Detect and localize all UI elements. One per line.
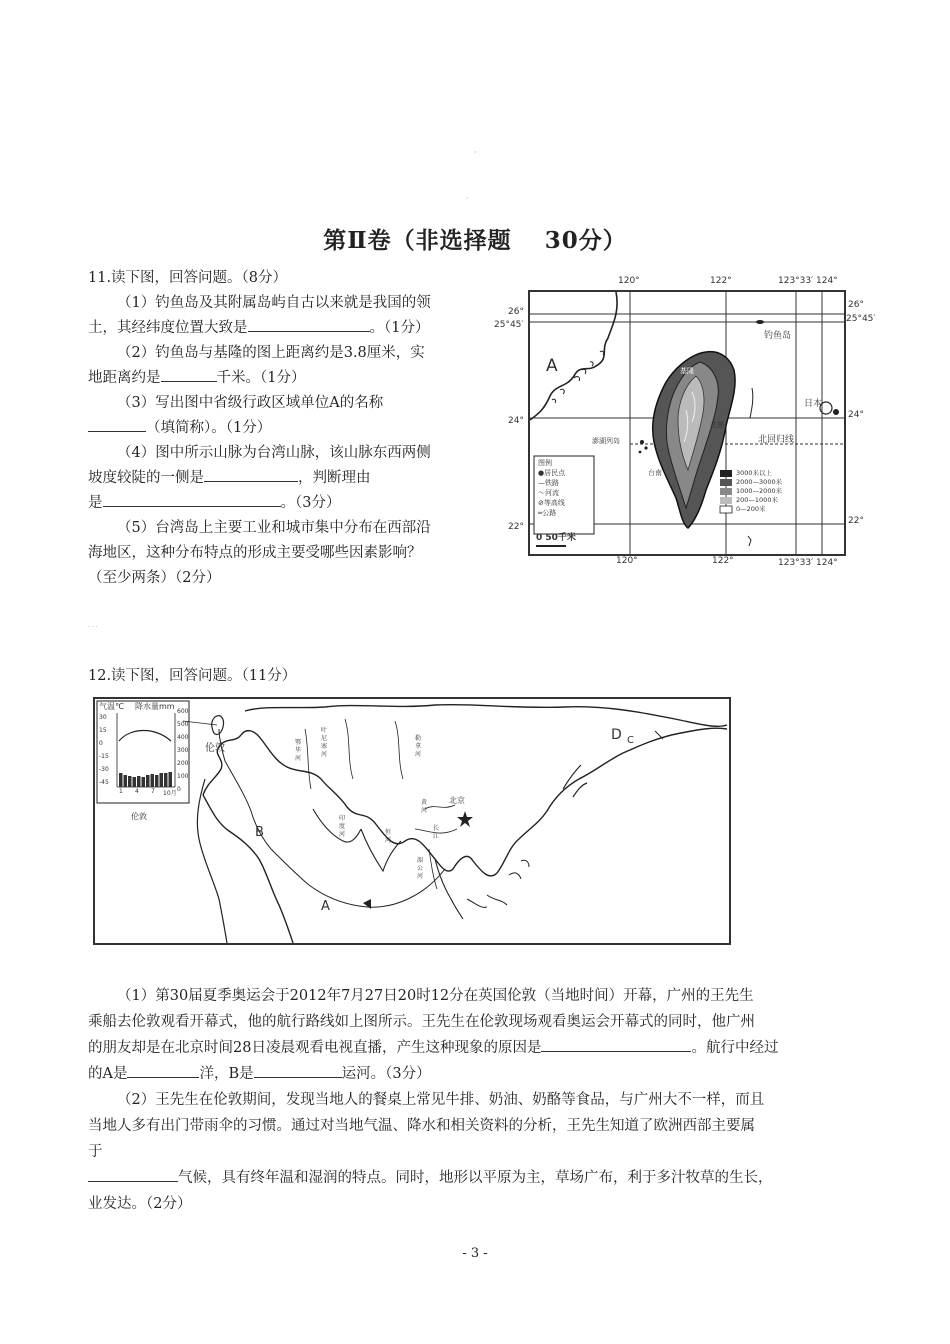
lat-right-24: 24° xyxy=(848,410,864,420)
elev-2000-3000: 2000—3000米 xyxy=(736,478,783,486)
keelung-label: 基隆 xyxy=(680,367,694,375)
temp-tick: 15 xyxy=(99,727,107,734)
river-label: 黄河 xyxy=(421,799,428,814)
lon-bottom-120: 120° xyxy=(616,556,638,566)
label-c: C xyxy=(627,735,634,746)
scale-bar-label: 0 50千米 xyxy=(536,533,576,543)
q12-p1b: 乘船去伦敦观看开幕式，他的航行路线如上图所示。王先生在伦敦现场观看奥运会开幕式的同时，他广州 xyxy=(88,1014,755,1030)
lon-bottom-122: 122° xyxy=(712,556,734,566)
q11-p4a: （4）图中所示山脉为台湾山脉，该山脉东西两侧 xyxy=(117,445,431,461)
elev-0-200: 0—200米 xyxy=(736,505,766,513)
temp-tick: -15 xyxy=(99,753,109,760)
faint-mark: · · · xyxy=(88,624,98,631)
elevation-legend xyxy=(736,469,782,514)
lat-left-24: 24° xyxy=(508,416,524,426)
chart-temp-label: 气温℃ xyxy=(99,702,124,711)
diaoyu-label: 钓鱼岛 xyxy=(764,331,792,341)
lat-right-26: 26° xyxy=(848,300,864,310)
q12-p1f: 洋，B是 xyxy=(199,1066,254,1082)
answer-blank-1[interactable] xyxy=(248,317,370,332)
legend-item-river: 〜河流 xyxy=(538,489,559,497)
q11-heading: 11.读下图，回答问题。（8分） xyxy=(88,270,288,286)
elev-1000-2000: 1000—2000米 xyxy=(736,487,783,495)
tropic-label: 北回归线 xyxy=(758,435,795,445)
lat-left-2545: 25°45′ xyxy=(494,320,524,330)
answer-blank-4[interactable] xyxy=(204,467,298,482)
japan-label: 日本 xyxy=(804,399,823,409)
q12-p2a: （2）王先生在伦敦期间，发现当地人的餐桌上常见牛排、奶油、奶酪等食品，与广州大不一样，而且 xyxy=(117,1092,765,1108)
taiwan-map-frame xyxy=(528,290,846,556)
page-number: - 3 - xyxy=(462,1246,488,1261)
month-tick: 7 xyxy=(151,788,155,795)
lon-top-12333: 123°33′ xyxy=(778,276,814,286)
lat-left-26: 26° xyxy=(508,307,524,317)
section-title: 第Ⅱ卷（非选择题 30分） xyxy=(323,227,627,254)
month-tick: 1 xyxy=(119,788,123,795)
taiwan-map-drawing xyxy=(530,292,844,554)
province-a-label: A xyxy=(546,356,558,376)
q11-p5b: 海地区，这种分布特点的形成主要受哪些因素影响？ xyxy=(88,545,422,561)
q12-p2e: 业发达。（2分） xyxy=(88,1196,192,1212)
lat-left-22: 22° xyxy=(508,522,524,532)
answer-blank-9[interactable] xyxy=(88,1167,178,1182)
beijing-label: 北京 xyxy=(449,796,465,805)
river-label: 鄂毕河 xyxy=(295,739,302,762)
label-d: D xyxy=(611,727,622,743)
lon-top-124: 124° xyxy=(816,276,838,286)
q11-p4c: ，判断理由 xyxy=(298,470,371,486)
river-label: 印度河 xyxy=(339,815,346,838)
river-label: 长江 xyxy=(433,825,440,840)
precip-tick: 300 xyxy=(177,747,189,754)
legend-title: 图例 xyxy=(538,459,552,467)
lon-top-120: 120° xyxy=(618,276,640,286)
month-tick: 10月 xyxy=(163,790,177,797)
temp-ticks xyxy=(99,711,109,789)
q11-p1b: 土，其经纬度位置大致是 xyxy=(88,320,248,336)
temp-tick: 30 xyxy=(99,714,107,721)
q11-p1c: 。（1分） xyxy=(369,320,430,336)
q11-p4d: 是 xyxy=(88,495,103,511)
answer-blank-8[interactable] xyxy=(254,1063,342,1078)
header-small-mark: · xyxy=(466,194,469,203)
precip-tick: 600 xyxy=(177,708,189,715)
q12-p1c: 的朋友却是在北京时间28日凌晨观看电视直播，产生这种现象的原因是 xyxy=(88,1040,542,1056)
q12-p2c: 于 xyxy=(88,1144,103,1160)
q11-p3c: （填简称）。（1分） xyxy=(146,420,272,436)
precip-tick: 200 xyxy=(177,760,189,767)
q11-p4b: 坡度较陡的一侧是 xyxy=(88,470,204,486)
lat-right-22: 22° xyxy=(848,516,864,526)
q11-p5c: （至少两条）（2分） xyxy=(88,570,221,586)
answer-blank-5[interactable] xyxy=(103,492,281,507)
chart-caption: 伦敦 xyxy=(131,812,147,821)
precip-tick: 500 xyxy=(177,721,189,728)
question-11 xyxy=(88,266,483,591)
precip-ticks xyxy=(177,705,188,796)
temp-tick: -45 xyxy=(99,779,109,786)
river-label: 勒拿河 xyxy=(415,735,422,758)
lon-bottom-124: 124° xyxy=(816,558,838,568)
legend-item-settlement: ●居民点 xyxy=(538,469,566,477)
penghu-label: 澎湖列岛 xyxy=(592,437,620,445)
river-label: 叶尼塞河 xyxy=(321,727,328,758)
temp-tick: 0 xyxy=(99,740,103,747)
q11-p1a: （1）钓鱼岛及其附属岛屿自古以来就是我国的领 xyxy=(117,295,431,311)
river-label: 湄公河 xyxy=(417,857,424,880)
answer-blank-7[interactable] xyxy=(127,1063,199,1078)
header-mark: · xyxy=(474,148,477,157)
precip-tick: 100 xyxy=(177,773,189,780)
legend-item-road: ═公路 xyxy=(538,509,557,517)
q11-p5a: （5）台湾岛上主要工业和城市集中分布在西部沿 xyxy=(117,520,431,536)
answer-blank-3[interactable] xyxy=(88,417,146,432)
q11-p4e: 。（3分） xyxy=(280,495,341,511)
q12-heading: 12.读下图，回答问题。（11分） xyxy=(88,668,297,684)
answer-blank-6[interactable] xyxy=(541,1037,691,1052)
tainan-label: 台南 xyxy=(648,469,662,477)
river-label: 恒河 xyxy=(385,829,392,844)
temp-tick: -30 xyxy=(99,766,109,773)
lon-bottom-12333: 123°33′ xyxy=(778,558,814,568)
chart-precip-label: 降水量mm xyxy=(135,702,175,711)
answer-blank-2[interactable] xyxy=(161,367,217,382)
q11-p2b: 地距离约是 xyxy=(88,370,161,386)
q11-p2a: （2）钓鱼岛与基隆的图上距离约是3.8厘米，实 xyxy=(117,345,425,361)
q12-p2d: 气候，具有终年温和湿润的特点。同时，地形以平原为主，草场广布，利于多汁牧草的生长， xyxy=(178,1170,773,1186)
legend-item-railway: —铁路 xyxy=(538,479,559,487)
elev-200-1000: 200—1000米 xyxy=(736,496,778,504)
q12-p1a: （1）第30届夏季奥运会于2012年7月27日20时12分在英国伦敦（当地时间）开幕，广州的王先生 xyxy=(117,988,754,1004)
label-a: A xyxy=(321,899,330,914)
lon-top-122: 122° xyxy=(710,276,732,286)
london-label: 伦敦 xyxy=(205,743,225,754)
q11-p3a: （3）写出图中省级行政区域单位A的名称 xyxy=(117,395,384,411)
precip-tick: 0 xyxy=(177,786,181,793)
lat-right-2545: 25°45′ xyxy=(846,314,876,324)
precip-tick: 400 xyxy=(177,734,189,741)
q12-p1g: 运河。（3分） xyxy=(341,1066,431,1082)
map1-legend xyxy=(538,458,565,518)
eurasia-map xyxy=(93,697,731,945)
legend-item-contour: ⊘等高线 xyxy=(538,499,565,507)
label-b: B xyxy=(255,825,264,840)
q11-p2c: 千米。（1分） xyxy=(216,370,306,386)
q12-p1d: 。航行中经过 xyxy=(691,1040,779,1056)
q12-p2b: 当地人多有出门带雨伞的习惯。通过对当地气温、降水和相关资料的分析，王先生知道了欧洲西部主要属 xyxy=(88,1118,755,1134)
month-tick: 4 xyxy=(135,788,139,795)
elev-3000-plus: 3000米以上 xyxy=(736,469,773,477)
taiwan-map xyxy=(490,272,890,572)
hualien-label: 花莲 xyxy=(710,421,724,429)
question-12 xyxy=(88,983,878,1217)
q12-p1e: 的A是 xyxy=(88,1066,128,1082)
